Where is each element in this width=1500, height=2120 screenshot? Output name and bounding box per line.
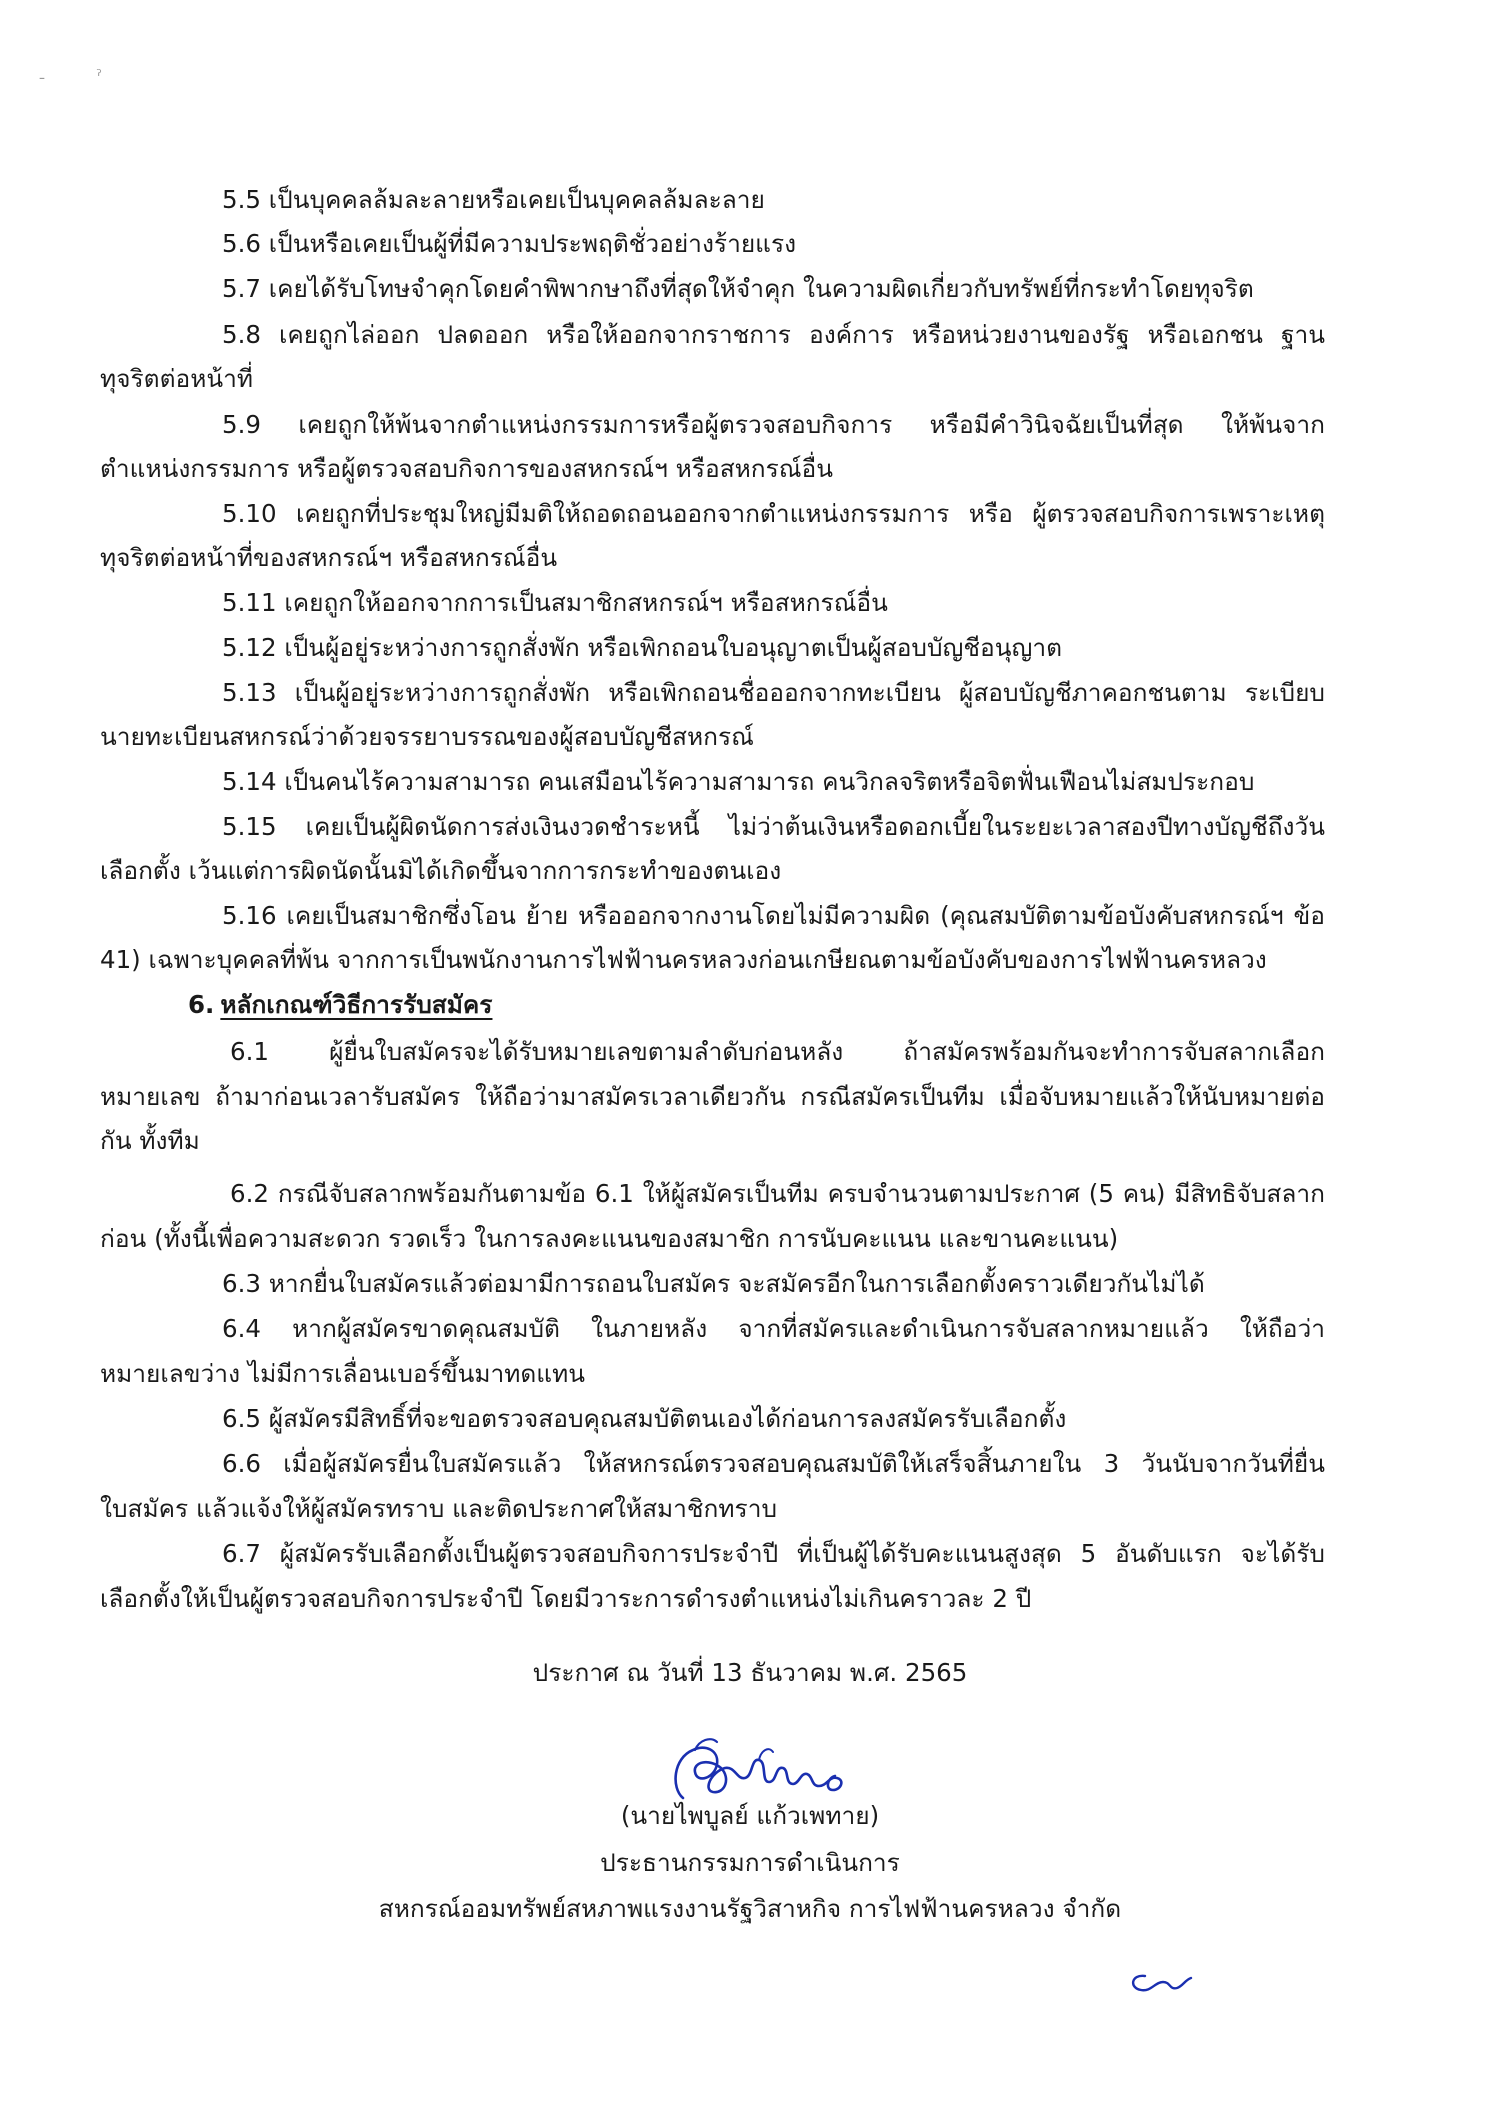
signatory-name: (นายไพบูลย์ แก้วเพทาย): [620, 1801, 880, 1830]
item-text: เคยถูกให้ออกจากการเป็นสมาชิกสหกรณ์ฯ หรือสหกรณ์อื่น: [284, 588, 888, 617]
item-6-2: [230, 1177, 1325, 1211]
item-6-7-cont: เลือกตั้งให้เป็นผู้ตรวจสอบกิจการประจำปี โดยมีวาระการดำรงตำแหน่งไม่เกินคราวละ 2 ปี: [100, 1584, 1032, 1613]
item-text: เป็นผู้อยู่ระหว่างการถูกสั่งพัก หรือเพิกถอนใบอนุญาตเป็นผู้สอบบัญชีอนุญาต: [284, 633, 1063, 662]
item-5-10-cont: ทุจริตต่อหน้าที่ของสหกรณ์ฯ หรือสหกรณ์อื่น: [100, 543, 558, 572]
item-number: 5.6: [222, 229, 261, 258]
scan-mark: ˉ: [38, 75, 46, 94]
initial-mark-image: [1125, 1958, 1195, 1998]
section-title: หลักเกณฑ์วิธีการรับสมัคร: [220, 990, 493, 1019]
item-number: 5.10: [222, 499, 277, 528]
item-6-4-cont: หมายเลขว่าง ไม่มีการเลื่อนเบอร์ขึ้นมาทดแทน: [100, 1359, 585, 1388]
item-number: 5.7: [222, 274, 261, 303]
item-6-2-cont: ก่อน (ทั้งนี้เพื่อความสะดวก รวดเร็ว ในการลงคะแนนของสมาชิก การนับคะแนน และขานคะแนน): [100, 1224, 1119, 1253]
item-6-1-cont2: กัน ทั้งทีม: [100, 1126, 200, 1155]
item-text: เคยถูกให้พ้นจากตำแหน่งกรรมการหรือผู้ตรวจสอบกิจการ หรือมีคำวินิจฉัยเป็นที่สุด ให้พ้นจาก: [298, 410, 1325, 439]
item-5-10: [222, 497, 1325, 531]
item-5-9-cont: ตำแหน่งกรรมการ หรือผู้ตรวจสอบกิจการของสหกรณ์ฯ หรือสหกรณ์อื่น: [100, 454, 833, 483]
item-text: เคยได้รับโทษจำคุกโดยคำพิพากษาถึงที่สุดให้จำคุก ในความผิดเกี่ยวกับทรัพย์ที่กระทำโดยทุจริต: [268, 274, 1254, 303]
item-5-9: [222, 408, 1325, 442]
item-5-16: [222, 899, 1325, 933]
item-5-15: [222, 810, 1325, 844]
item-number: 6.6: [222, 1449, 261, 1478]
item-text: เมื่อผู้สมัครยื่นใบสมัครแล้ว ให้สหกรณ์ตรวจสอบคุณสมบัติให้เสร็จสิ้นภายใน 3 วันนับจากวันที่ยื่น: [283, 1449, 1325, 1478]
item-text: ผู้สมัครมีสิทธิ์ที่จะขอตรวจสอบคุณสมบัติตนเองได้ก่อนการลงสมัครรับเลือกตั้ง: [268, 1404, 1067, 1433]
item-text: เป็นคนไร้ความสามารถ คนเสมือนไร้ความสามารถ คนวิกลจริตหรือจิตฟั่นเฟือนไม่สมประกอบ: [284, 767, 1255, 796]
item-text: หากผู้สมัครขาดคุณสมบัติ ในภายหลัง จากที่สมัครและดำเนินการจับสลากหมายแล้ว ให้ถือว่า: [292, 1314, 1325, 1343]
item-5-13-cont: นายทะเบียนสหกรณ์ว่าด้วยจรรยาบรรณของผู้สอบบัญชีสหกรณ์: [100, 722, 754, 751]
item-text: เป็นผู้อยู่ระหว่างการถูกสั่งพัก หรือเพิกถอนชื่อออกจากทะเบียน ผู้สอบบัญชีภาคอกชนตาม ระเบียบ: [294, 678, 1325, 707]
item-6-1: [230, 1035, 1325, 1069]
item-number: 5.11: [222, 588, 277, 617]
item-number: 5.9: [222, 410, 261, 439]
item-5-8-cont: ทุจริตต่อหน้าที่: [100, 364, 254, 393]
item-5-5: [222, 183, 765, 217]
item-5-13: [222, 676, 1325, 710]
item-number: 6.7: [222, 1539, 261, 1568]
scan-mark: ˀ: [96, 66, 102, 85]
item-5-12: [222, 631, 1062, 665]
item-text: เป็นหรือเคยเป็นผู้ที่มีความประพฤติชั่วอย่างร้ายแรง: [268, 229, 797, 258]
item-text: หากยื่นใบสมัครแล้วต่อมามีการถอนใบสมัคร จะสมัครอีกในการเลือกตั้งคราวเดียวกันไม่ได้: [268, 1269, 1205, 1298]
item-6-7: [222, 1537, 1325, 1571]
item-text: เคยเป็นสมาชิกซึ่งโอน ย้าย หรือออกจากงานโดยไม่มีความผิด (คุณสมบัติตามข้อบังคับสหกรณ์ฯ ข้อ: [286, 901, 1326, 930]
item-6-1-cont: หมายเลข ถ้ามาก่อนเวลารับสมัคร ให้ถือว่ามาสมัครเวลาเดียวกัน กรณีสมัครเป็นทีม เมื่อจับหมายแล้วให้นับหมายต่อ: [100, 1082, 1325, 1111]
item-number: 6.1: [230, 1037, 269, 1066]
item-5-6: [222, 227, 796, 261]
item-5-11: [222, 586, 888, 620]
item-number: 5.8: [222, 320, 261, 349]
item-text: ผู้สมัครรับเลือกตั้งเป็นผู้ตรวจสอบกิจการประจำปี ที่เป็นผู้ได้รับคะแนนสูงสุด 5 อันดับแรก จะได้รับ: [279, 1539, 1325, 1568]
item-number: 5.13: [222, 678, 277, 707]
item-text: กรณีจับสลากพร้อมกันตามข้อ 6.1 ให้ผู้สมัครเป็นทีม ครบจำนวนตามประกาศ (5 คน) มีสิทธิจับสลาก: [277, 1179, 1325, 1208]
signatory-organization: สหกรณ์ออมทรัพย์สหภาพแรงงานรัฐวิสาหกิจ การไฟฟ้านครหลวง จำกัด: [378, 1894, 1122, 1923]
item-number: 5.5: [222, 185, 261, 214]
item-number: 6.4: [222, 1314, 261, 1343]
item-5-16-cont: 41) เฉพาะบุคคลที่พ้น จากการเป็นพนักงานการไฟฟ้านครหลวงก่อนเกษียณตามข้อบังคับของการไฟฟ้านครหลวง: [100, 945, 1267, 974]
item-text: เคยถูกไล่ออก ปลดออก หรือให้ออกจากราชการ องค์การ หรือหน่วยงานของรัฐ หรือเอกชน ฐาน: [279, 320, 1325, 349]
item-number: 5.15: [222, 812, 277, 841]
item-5-8: [222, 318, 1325, 352]
item-number: 5.12: [222, 633, 277, 662]
item-number: 5.16: [222, 901, 277, 930]
announcement-date: ประกาศ ณ วันที่ 13 ธันวาคม พ.ศ. 2565: [532, 1658, 968, 1687]
item-6-6: [222, 1447, 1325, 1481]
item-number: 5.14: [222, 767, 277, 796]
item-number: 6.2: [230, 1179, 269, 1208]
item-6-6-cont: ใบสมัคร แล้วแจ้งให้ผู้สมัครทราบ และติดประกาศให้สมาชิกทราบ: [100, 1494, 778, 1523]
item-text: เคยถูกที่ประชุมใหญ่มีมติให้ถอดถอนออกจากตำแหน่งกรรมการ หรือ ผู้ตรวจสอบกิจการเพราะเหตุ: [296, 499, 1325, 528]
item-6-3: [222, 1267, 1205, 1301]
item-text: เคยเป็นผู้ผิดนัดการส่งเงินงวดชำระหนี้ ไม่ว่าต้นเงินหรือดอกเบี้ยในระยะเวลาสองปีทางบัญชีถึงวัน: [305, 812, 1325, 841]
item-text: เป็นบุคคลล้มละลายหรือเคยเป็นบุคคลล้มละลาย: [268, 185, 765, 214]
item-number: 6.5: [222, 1404, 261, 1433]
signatory-position: ประธานกรรมการดำเนินการ: [600, 1848, 900, 1877]
item-6-5: [222, 1402, 1066, 1436]
item-5-14: [222, 765, 1254, 799]
item-6-4: [222, 1312, 1325, 1346]
item-number: 6.3: [222, 1269, 261, 1298]
section-number: 6.: [188, 990, 215, 1019]
item-5-15-cont: เลือกตั้ง เว้นแต่การผิดนัดนั้นมิได้เกิดขึ้นจากการกระทำของตนเอง: [100, 856, 782, 885]
item-5-7: [222, 272, 1254, 306]
item-text: ผู้ยื่นใบสมัครจะได้รับหมายเลขตามลำดับก่อนหลัง ถ้าสมัครพร้อมกันจะทำการจับสลากเลือก: [329, 1037, 1325, 1066]
section-6-heading: [188, 988, 492, 1022]
